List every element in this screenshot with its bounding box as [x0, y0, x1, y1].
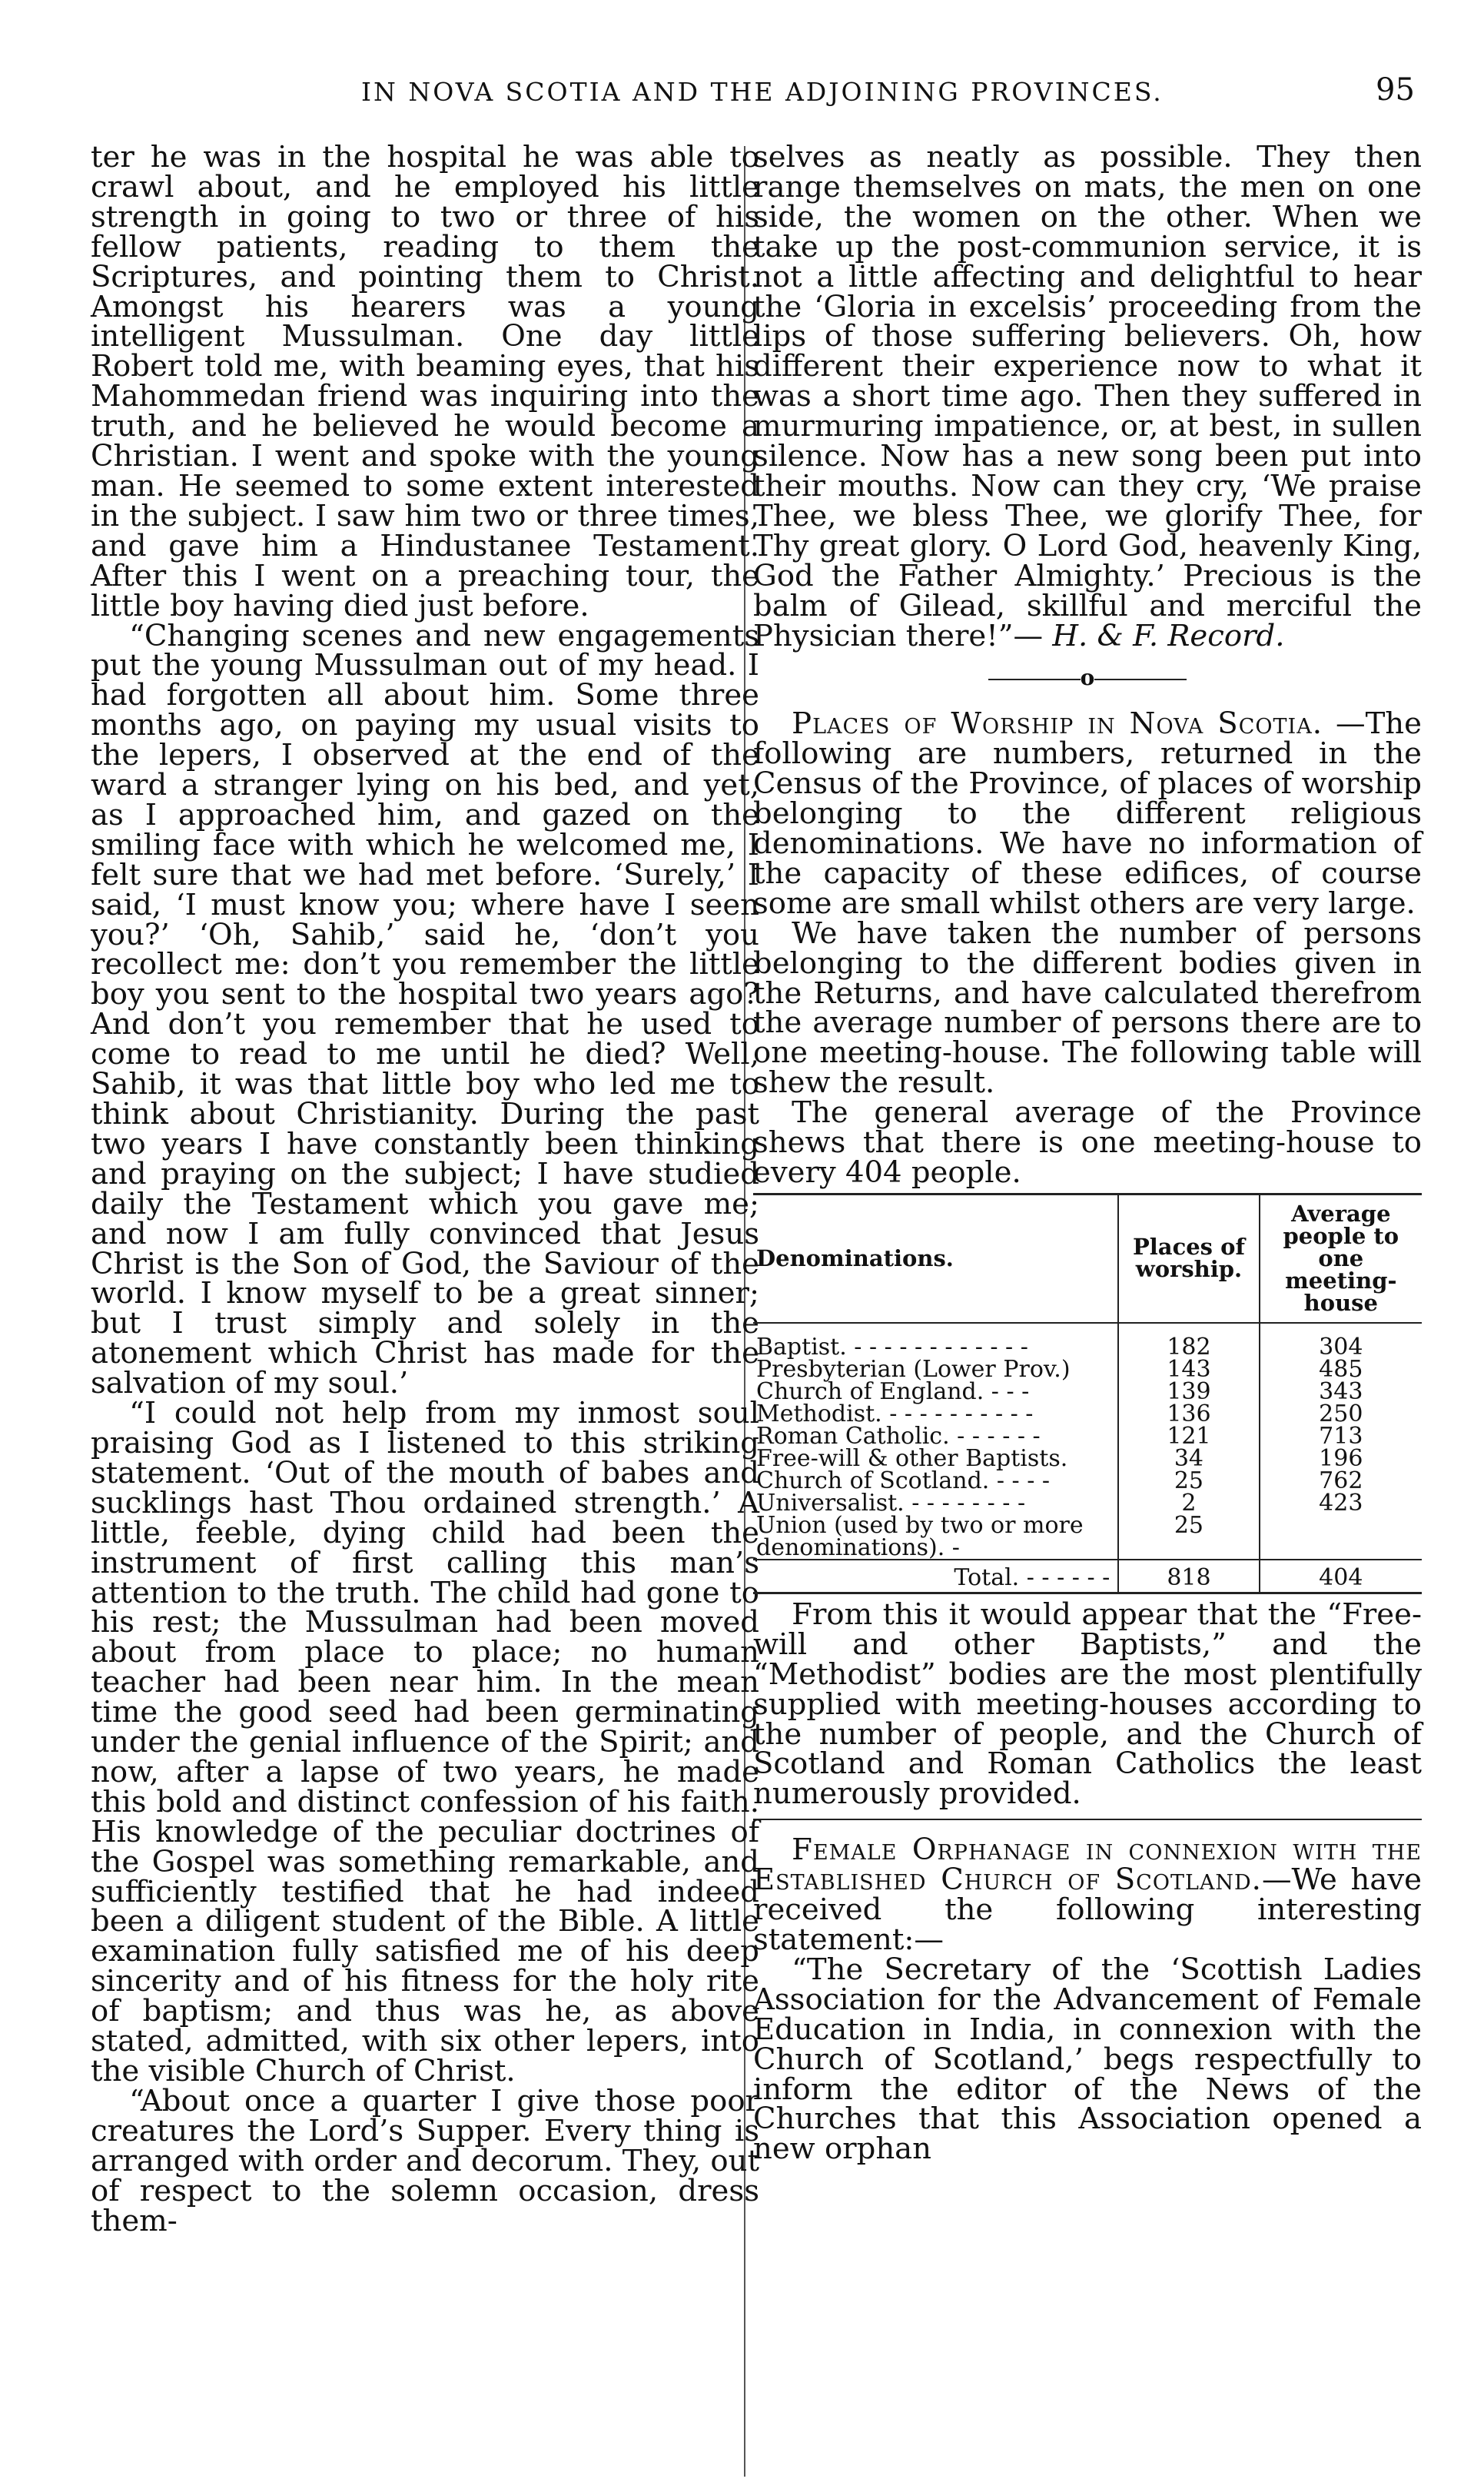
total-places: 818 [1118, 1560, 1259, 1593]
header-average: Average people to one meeting-house [1260, 1194, 1422, 1323]
section-divider [753, 1819, 1422, 1820]
places: 25 [1118, 1470, 1259, 1492]
denomination: Methodist. - - - - - - - - - - [756, 1400, 1034, 1427]
paragraph: The general average of the Province shews that there is one meeting-house to every 404 people. [753, 1095, 1422, 1190]
places: 182 [1118, 1323, 1259, 1358]
denomination: Roman Catholic. - - - - - - [756, 1422, 1041, 1450]
separator-line-right [1094, 679, 1187, 680]
denomination: Baptist. - - - - - - - - - - - - [756, 1333, 1028, 1361]
paragraph: “I could not help from my inmost soul praising God as I listened to this striking statement. ‘Out of the mouth of babes and sucklings hast Thou ordained strength.’ A little, feeble, dying child had been the instrument of first calling this man’s attention to the truth. The child had gone to his rest; the Mussulman had been moved about from place to place; no human teacher had been near him. In the mean time the good seed had been germinating under the genial influence of the Spirit; and now, after a lapse of two years, he made this bold and distinct confession of his faith. His knowledge of the peculiar doctrines of the Gospel was something remarkable, and sufficiently testified that he had indeed been a diligent student of the Bible. A little examination fully satisfied me of his deep sincerity and of his fitness for the holy rite of baptism; and thus was he, as above stated, admitted, with six other lepers, into the visible Church of Christ. [91, 1396, 759, 2088]
orphanage-heading: Female Orphanage in connexion with the Established Church of Scotland. [753, 1832, 1422, 1898]
continuation-paragraph [753, 140, 1422, 653]
paragraph: “The Secretary of the ‘Scottish Ladies Association for the Advancement of Female Education in India, in connexion with the Church of Scotland,’ begs respectfully to inform the editor of the News of the Churches that this Association opened a new orphan [753, 1952, 1422, 2167]
total-label: Total. - - - - - - [954, 1563, 1111, 1591]
places-paragraph [753, 706, 1422, 921]
paragraph: We have taken the number of persons belonging to the different bodies given in the Returns, and have calculated therefrom the average number of persons there are to one meeting-house. The following table will shew the result. [753, 915, 1422, 1101]
denomination: Church of Scotland. - - - - [756, 1467, 1051, 1494]
table-row [753, 1470, 1422, 1492]
average: 196 [1260, 1447, 1422, 1470]
table-row [753, 1447, 1422, 1470]
page-number: 95 [1376, 72, 1415, 108]
paragraph: ter he was in the hospital he was able to crawl about, and he employed his little strength in going to two or three of his fellow patients, reading to them the Scriptures, and pointing them to Christ. Amongst his hearers was a young intelligent Mussulman. One day little Robert told me, with beaming eyes, that his Mahommedan friend was inquiring into the truth, and he believed he would become a Christian. I went and spoke with the young man. He seemed to some extent interested in the subject. I saw him two or three times, and gave him a Hindustanee Testament. After this I went on a preaching tour, the little boy having died just before. [91, 140, 759, 623]
paragraph: “Changing scenes and new engagements put the young Mussulman out of my head. I had forgotten all about him. Some three months ago, on paying my usual visits to the lepers, I observed at the end of the ward a stranger lying on his bed, and yet, as I approached him, and gazed on the smiling face with which he welcomed me, I felt sure that we had met before. ‘Surely,’ I said, ‘I must know you; where have I seen you?’ ‘Oh, Sahib,’ said he, ‘don’t you recollect me: don’t you remember the little boy you sent to the hospital two years ago? And don’t you remember that he used to come to read to me until he died? Well, Sahib, it was that little boy who led me to think about Christianity. During the past two years I have constantly been thinking and praying on the subject; I have studied daily the Testament which you gave me; and now I am fully convinced that Jesus Christ is the Son of God, the Saviour of the world. I know myself to be a great sinner; but I trust simply and solely in the atonement which Christ has made for the salvation of my soul.’ [91, 618, 759, 1401]
right-column [753, 140, 1422, 2167]
table-total-row [753, 1560, 1422, 1593]
denomination: Union (used by two or more denominations). - [756, 1511, 1084, 1561]
table-row [753, 1514, 1422, 1560]
average [1260, 1514, 1422, 1560]
places: 25 [1118, 1514, 1259, 1560]
average: 304 [1260, 1323, 1422, 1358]
section-separator [753, 666, 1422, 689]
places: 143 [1118, 1358, 1259, 1381]
places-heading: Places of Worship in Nova Scotia. [792, 706, 1323, 742]
places: 121 [1118, 1425, 1259, 1447]
average: 343 [1260, 1381, 1422, 1403]
places: 136 [1118, 1403, 1259, 1425]
places-intro: —The following are numbers, returned in the Census of the Province, of places of worship belonging to the different religious denominations. We have no information of the capacity of these edifices, of course some are small whilst others are very large. [753, 706, 1422, 921]
denomination: Universalist. - - - - - - - - [756, 1489, 1026, 1517]
table-row [753, 1403, 1422, 1425]
table-row [753, 1425, 1422, 1447]
separator-mark: o [1080, 665, 1095, 691]
denomination: Presbyterian (Lower Prov.) [756, 1355, 1071, 1383]
places: 2 [1118, 1492, 1259, 1514]
separator-line-left [988, 679, 1081, 680]
worship-table [753, 1193, 1422, 1594]
denomination: Church of England. - - - [756, 1377, 1030, 1405]
running-title: IN NOVA SCOTIA AND THE ADJOINING PROVINCES. [361, 77, 1164, 107]
header-denominations: Denominations. [756, 1244, 954, 1271]
running-head [0, 71, 1484, 117]
header-places: Places of worship. [1118, 1194, 1259, 1323]
average: 250 [1260, 1403, 1422, 1425]
orphanage-intro: —We have received the following interesting statement:— [753, 1862, 1422, 1957]
continuation-text: selves as neatly as possible. They then range themselves on mats, the men on one side, the women on the other. When we take up the post-communion service, it is not a little affecting and delightful to hear the ‘Gloria in excelsis’ proceeding from the lips of those suffering believers. Oh, how different their experience now to what it was a short time ago. Then they suffered in murmuring impatience, or, at best, in sullen silence. Now has a new song been put into their mouths. Now can they cry, ‘We praise Thee, we bless Thee, we glorify Thee, for Thy great glory. O Lord God, heavenly King, God the Father Almighty.’ Precious is the balm of Gilead, skillful and merciful the Physician there!”— [753, 140, 1422, 653]
paragraph: “About once a quarter I give those poor creatures the Lord’s Supper. Every thing is arranged with order and decorum. They, out of respect to the solemn occasion, dress them- [91, 2083, 759, 2238]
table-row [753, 1323, 1422, 1358]
total-average: 404 [1260, 1560, 1422, 1593]
orphanage-paragraph [753, 1832, 1422, 1957]
left-column [91, 140, 759, 2238]
denomination: Free-will & other Baptists. [756, 1444, 1068, 1472]
table-row [753, 1358, 1422, 1381]
table-header [753, 1194, 1422, 1323]
table-row [753, 1381, 1422, 1403]
places: 34 [1118, 1447, 1259, 1470]
source-citation: H. & F. Record. [1052, 618, 1285, 653]
places: 139 [1118, 1381, 1259, 1403]
average: 713 [1260, 1425, 1422, 1447]
average: 485 [1260, 1358, 1422, 1381]
paragraph: From this it would appear that the “Free-will and other Baptists,” and the “Methodist” bodies are the most plentifully supplied with meeting-houses according to the number of people, and the Church of Scotland and Roman Catholics the least numerously provided. [753, 1597, 1422, 1812]
average: 762 [1260, 1470, 1422, 1492]
table-row [753, 1492, 1422, 1514]
average: 423 [1260, 1492, 1422, 1514]
